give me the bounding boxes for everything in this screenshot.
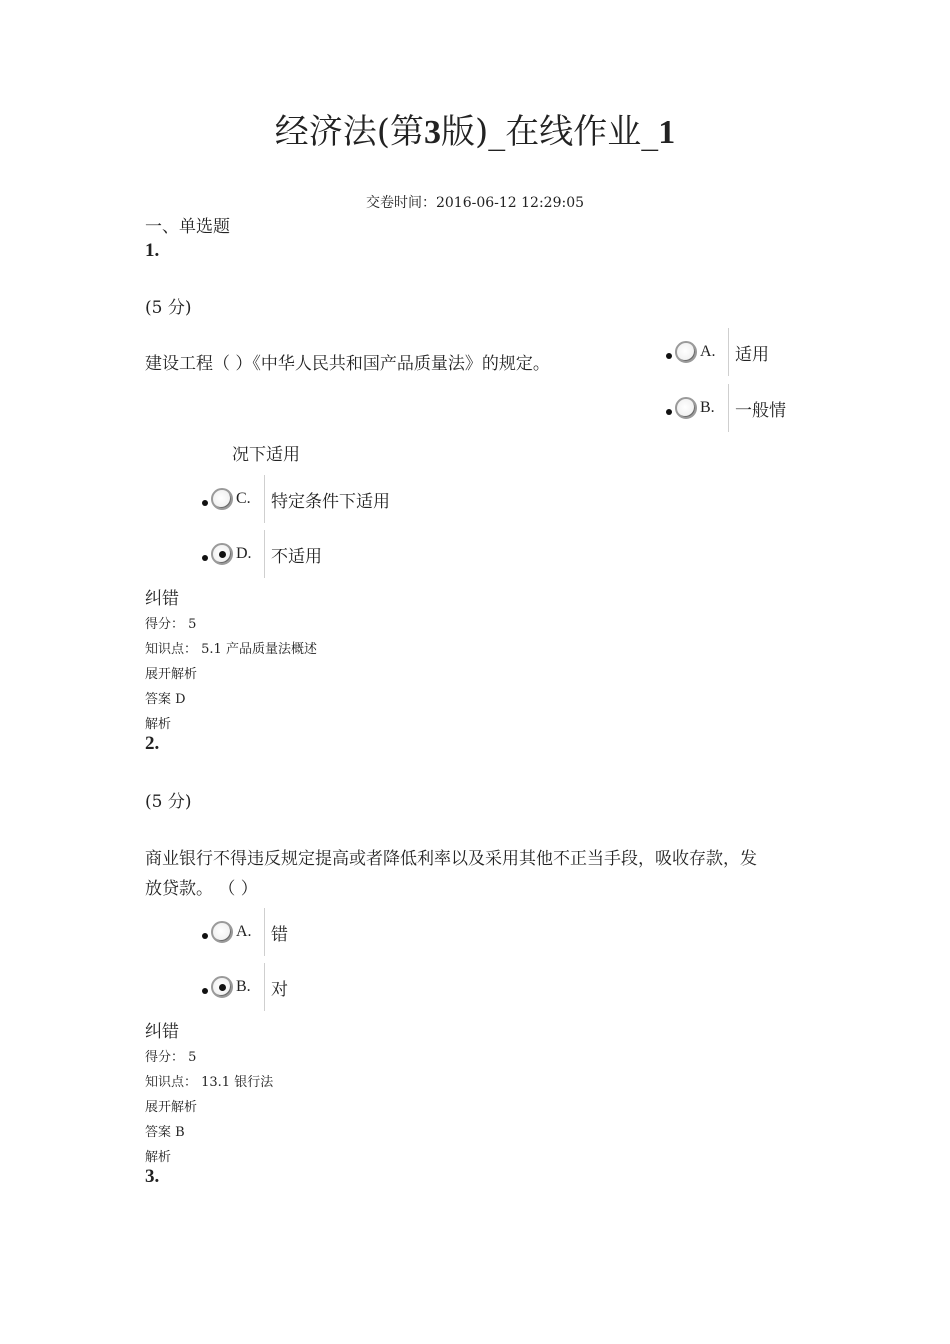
option-c[interactable] [202,475,390,523]
option-letter: B. [700,399,715,416]
correct-error-link[interactable]: 纠错 [145,1022,179,1042]
option-a[interactable] [202,908,288,956]
divider [264,908,265,956]
divider [728,328,729,376]
option-b-continuation: 况下适用 [232,445,300,465]
question-number: 1. [145,240,160,261]
option-letter: B. [236,978,251,995]
bullet-icon [202,988,208,994]
divider [728,384,729,432]
answer: 答案 B [145,1125,185,1140]
points: 得分： 5 [145,617,197,632]
analysis-label: 解析 [145,1150,172,1165]
bullet-icon [202,933,208,939]
question-text-line2: 放贷款。 （ ） [145,879,258,899]
expand-analysis-link[interactable]: 展开解析 [145,1100,198,1115]
option-d[interactable] [202,530,322,578]
answer: 答案 D [145,692,186,707]
points: 得分： 5 [145,1050,197,1065]
title-suffix: 1 [658,114,676,151]
option-text: 一般情 [735,400,786,421]
knowledge-point: 知识点： 13.1 银行法 [145,1075,274,1090]
option-text: 错 [271,924,288,945]
expand-analysis-link[interactable]: 展开解析 [145,667,198,682]
radio-button[interactable] [675,397,697,419]
bullet-icon [202,555,208,561]
option-text: 对 [271,979,288,1000]
option-letter: A. [700,343,716,360]
bullet-icon [202,500,208,506]
radio-button[interactable] [211,488,233,510]
question-text-line1: 商业银行不得违反规定提高或者降低利率以及采用其他不正当手段，吸收存款，发 [145,849,757,869]
question-number: 3. [145,1166,160,1187]
option-b[interactable] [202,963,288,1011]
bullet-icon [666,409,672,415]
divider [264,963,265,1011]
title-mid: 版)_在线作业_ [441,112,659,152]
divider [264,475,265,523]
option-letter: D. [236,545,252,562]
option-letter: A. [236,923,252,940]
option-text: 适用 [735,344,769,365]
option-a[interactable] [666,328,769,376]
page-title [0,104,950,153]
section-heading: 一、单选题 [145,217,230,237]
radio-button[interactable] [675,341,697,363]
knowledge-point: 知识点： 5.1 产品质量法概述 [145,642,317,657]
radio-button-checked[interactable] [211,976,233,998]
divider [264,530,265,578]
correct-error-link[interactable]: 纠错 [145,589,179,609]
question-score: (5 分) [145,298,192,318]
option-text: 不适用 [271,546,322,567]
analysis-label: 解析 [145,717,172,732]
submit-time: 交卷时间：2016-06-12 12:29:05 [365,195,585,211]
question-score: (5 分) [145,792,192,812]
option-letter: C. [236,490,251,507]
bullet-icon [666,353,672,359]
option-b[interactable] [666,384,786,432]
title-edition: 3 [424,114,441,151]
radio-button-checked[interactable] [211,543,233,565]
question-number: 2. [145,733,160,754]
title-prefix: 经济法(第 [274,112,424,152]
radio-button[interactable] [211,921,233,943]
option-text: 特定条件下适用 [271,491,390,512]
question-text: 建设工程（ ）《中华人民共和国产品质量法》的规定。 [145,354,550,374]
